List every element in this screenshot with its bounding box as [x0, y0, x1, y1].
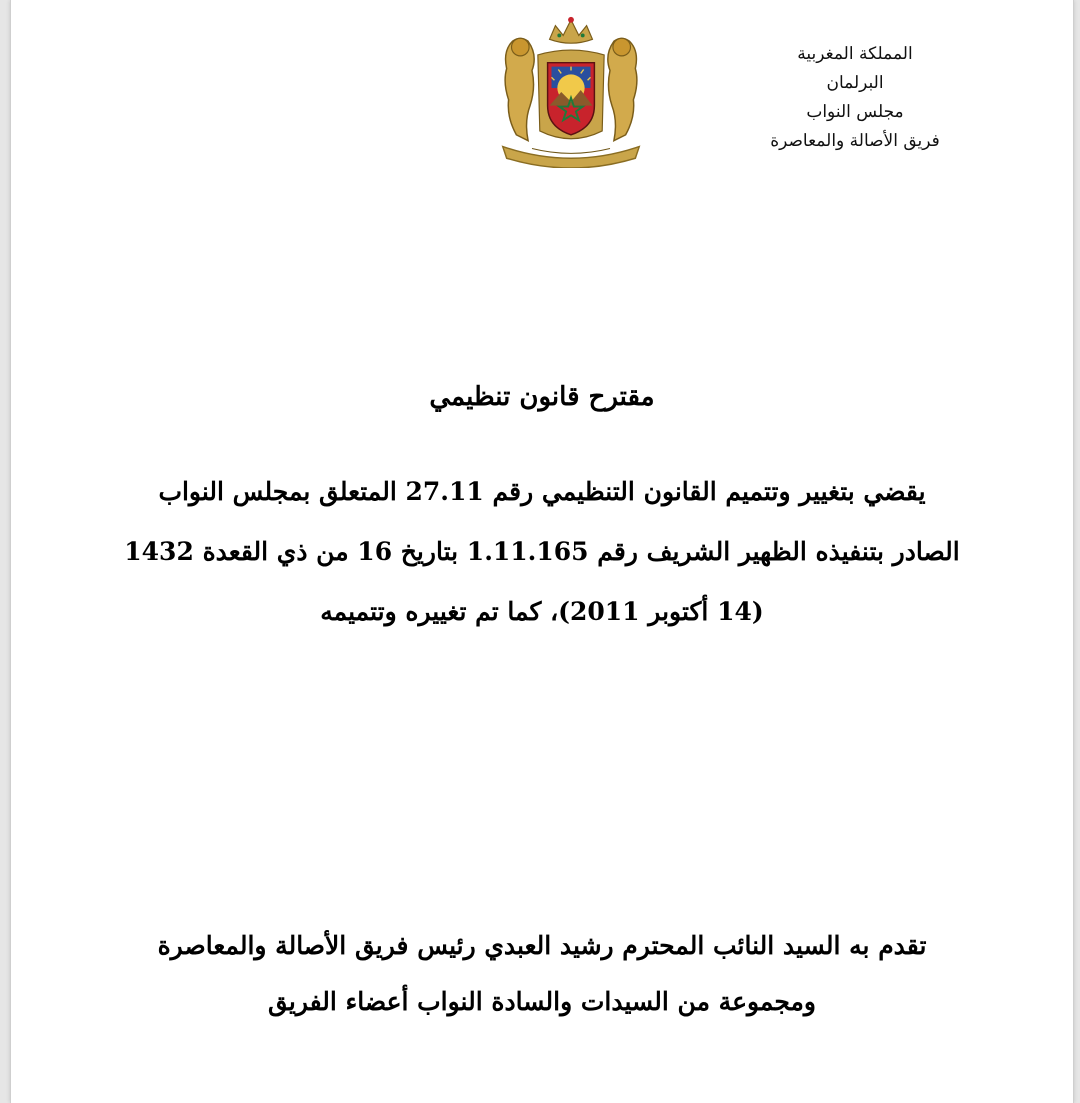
- header-line-group: فريق الأصالة والمعاصرة: [770, 131, 940, 151]
- moroccan-coat-of-arms-icon: [493, 12, 649, 168]
- document-page: [10, 0, 1074, 1103]
- presenter-line-1: تقدم به السيد النائب المحترم رشيد العبدي رئيس فريق الأصالة والمعاصرة: [157, 931, 927, 960]
- presenter-line-2: ومجموعة من السيدات والسادة النواب أعضاء الفريق: [268, 987, 816, 1016]
- issuing-authority-header: [725, 40, 985, 156]
- document-type-title: مقترح قانون تنظيمي: [429, 382, 655, 412]
- presenter-statement: [101, 918, 983, 1030]
- header-line-house: مجلس النواب: [806, 102, 904, 122]
- header-line-parliament: البرلمان: [826, 73, 884, 93]
- document-subject: يقضي بتغيير وتتميم القانون التنظيمي رقم 27.11 المتعلق بمجلس النواب الصادر بتنفيذه الظهير الشريف رقم 1.11.165 بتاريخ 16 من ذي القعدة 1432 (14 أكتوبر 2011)، كما تم تغييره وتتميمه: [124, 477, 960, 626]
- header-line-kingdom: المملكة المغربية: [797, 44, 913, 64]
